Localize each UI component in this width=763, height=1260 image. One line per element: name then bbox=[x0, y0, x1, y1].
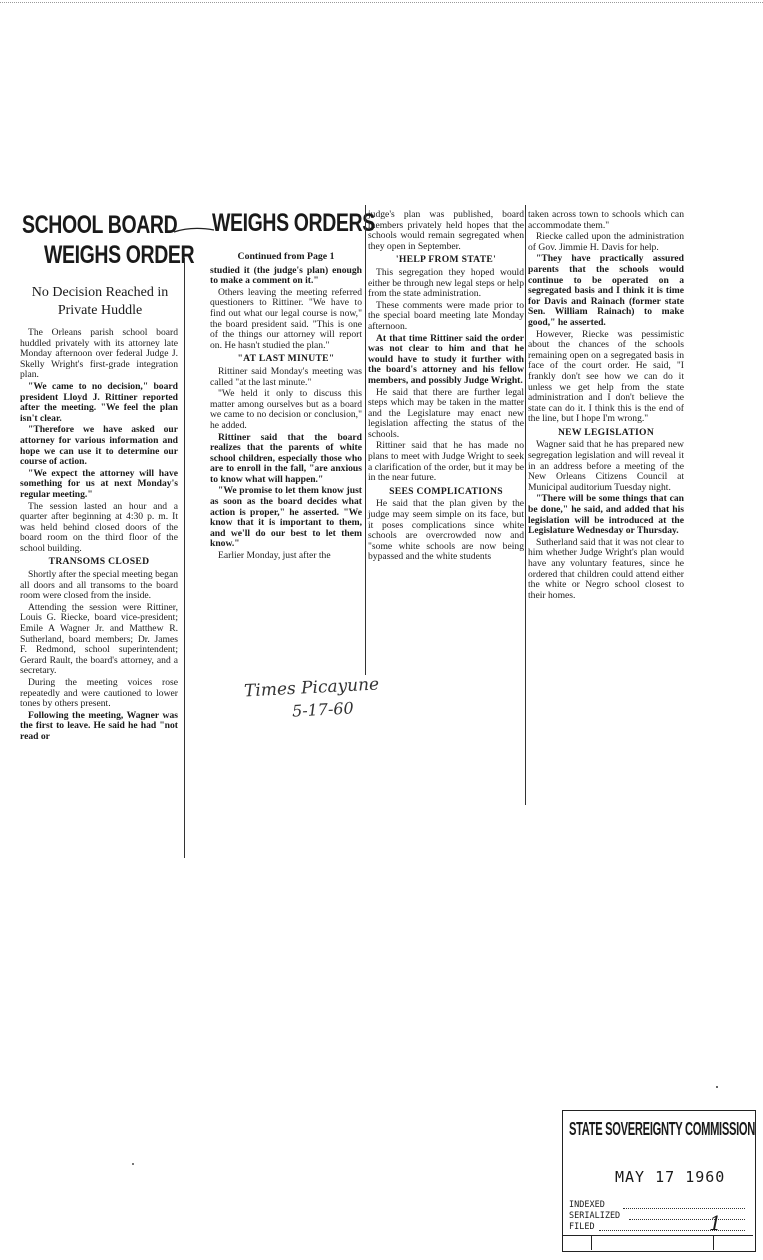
commission-stamp bbox=[562, 1110, 756, 1252]
paragraph: judge's plan was published, board members privately held hopes that the schools would remain segregated when they open in September. bbox=[368, 209, 524, 252]
paragraph: He said that there are further legal steps which may be taken in the matter and the Legislature may enact new legislation affecting the status of the schools. bbox=[368, 386, 524, 440]
stamp-field-filed: FILED bbox=[569, 1222, 595, 1232]
paragraph: "There will be some things that can be done," he said, and added that his legislation will be introduced at the Legislature Wednesday or Thursday. bbox=[528, 493, 684, 537]
column-3-body bbox=[368, 210, 524, 563]
article-column-2 bbox=[210, 250, 362, 563]
stamp-field-indexed: INDEXED bbox=[569, 1200, 605, 1210]
section-heading: SEES COMPLICATIONS bbox=[389, 485, 503, 497]
top-dotted-edge bbox=[0, 2, 763, 3]
column-rule-2 bbox=[365, 205, 366, 675]
stamp-title: STATE SOVEREIGNTY COMMISSION bbox=[569, 1119, 756, 1139]
stamp-box-right bbox=[713, 1235, 714, 1250]
paragraph: Rittiner said that the board realizes that the parents of white school children, especially those who are to enroll in the fall, "are anxious to know what will happen." bbox=[210, 431, 362, 485]
speck bbox=[132, 1163, 134, 1165]
paragraph: "They have practically assured parents that the schools would continue to be operated on a segregated basis and I think it is time for Davis and Rainach (former state Sen. William Rainach) to make good," he asserted. bbox=[528, 253, 684, 328]
paragraph: The session lasted an hour and a quarter after beginning at 4:30 p. m. It was held behind closed doors of the board room on the third floor of the school building. bbox=[20, 500, 178, 554]
paragraph: However, Riecke was pessimistic about the chances of the schools remaining open on a segregated basis in face of the court order. He said, "I frankly don't see how we can do it unless we get help from the state administration and I don't believe the state can do it. I think this is the end of the line, but I hope I'm wrong." bbox=[528, 328, 684, 425]
paragraph: He said that the plan given by the judge may seem simple on its face, but it poses complications since white schools are overcrowded now and "some white schools are now being bypassed and the white students bbox=[368, 498, 524, 563]
column-1-body bbox=[20, 328, 178, 743]
jump-headline: WEIGHS ORDERS bbox=[212, 209, 375, 237]
paragraph: Following the meeting, Wagner was the first to leave. He said he had "not read or bbox=[20, 709, 178, 742]
paragraph: Earlier Monday, just after the bbox=[218, 550, 331, 562]
paragraph: Sutherland said that it was not clear to him whether Judge Wright's plan would have any voluntary features, since he ordered that children could attend either the white or Negro school closest to their homes. bbox=[528, 536, 684, 601]
paragraph: "We expect the attorney will have something for us at next Monday's regular meeting." bbox=[20, 467, 178, 500]
article-column-3 bbox=[368, 210, 524, 564]
stamp-line-indexed bbox=[623, 1208, 745, 1209]
paragraph: Wagner said that he has prepared new segregation legislation and will reveal it in an address before a meeting of the New Orleans Citizens Council at Municipal auditorium Tuesday night. bbox=[528, 439, 684, 493]
stamp-box-left bbox=[591, 1235, 592, 1250]
section-heading: 'HELP FROM STATE' bbox=[395, 254, 497, 266]
column-rule-1 bbox=[184, 258, 185, 858]
paragraph: "We promise to let them know just as soon as the board decides what action is proper," he asserted. "We know that it is important to them, and we'll do our best to let them know." bbox=[210, 485, 362, 550]
paragraph: The Orleans parish school board huddled privately with its attorney late Monday afternoon over federal Judge J. Skelly Wright's first-grade integration plan. bbox=[20, 327, 178, 381]
paragraph: At that time Rittiner said the order was not clear to him and that he would have to study it further with the board's attorney and his fellow members, and possibly Judge Wright. bbox=[368, 332, 524, 386]
paragraph: "Therefore we have asked our attorney for various information and hope we can use it to determine our course of action. bbox=[20, 424, 178, 468]
paragraph: Shortly after the special meeting began all doors and all transoms to the board room were closed from the inside. bbox=[20, 569, 178, 602]
paragraph: This segregation they hoped would either be through new legal steps or help from the state administration. bbox=[368, 266, 524, 300]
column-rule-3 bbox=[525, 205, 526, 805]
stamp-date: MAY 17 1960 bbox=[615, 1168, 726, 1186]
paragraph: Attending the session were Rittiner, Louis G. Riecke, board vice-president; Emile A Wagner Jr. and Matthew R. Sutherland, board members; Dr. James F. Redmond, school superintendent; Gerard Rault, the board's attorney, and a secretary. bbox=[20, 601, 178, 677]
speck bbox=[716, 1086, 718, 1088]
section-heading: NEW LEGISLATION bbox=[557, 426, 655, 438]
paragraph: During the meeting voices rose repeatedly and were cautioned to lower tones by others present. bbox=[20, 677, 178, 710]
column-2-body bbox=[210, 266, 362, 562]
column-4-body bbox=[528, 210, 684, 601]
stamp-field-serialized: SERIALIZED bbox=[569, 1211, 621, 1221]
section-heading: TRANSOMS CLOSED bbox=[48, 556, 150, 568]
handwritten-date: 5-17-60 bbox=[291, 698, 355, 721]
subheadline: No Decision Reached in Private Huddle bbox=[31, 285, 169, 318]
paragraph: "We held it only to discuss this matter among ourselves but as a board we came to no decision or conclusion," he added. bbox=[210, 388, 362, 431]
paragraph: "We came to no decision," board president Lloyd J. Rittiner reported after the meeting. "We feel the plan isn't clear. bbox=[20, 380, 178, 424]
stamp-line-filed bbox=[599, 1230, 745, 1231]
article-column-4 bbox=[528, 210, 684, 602]
stamp-handwritten-mark: 1 bbox=[709, 1211, 722, 1235]
paragraph: Rittiner said that he has made no plans to meet with Judge Wright to seek a clarification of the order, but it may be in the near future. bbox=[368, 440, 524, 484]
headline-arrow-mark bbox=[172, 222, 216, 236]
section-heading: "AT LAST MINUTE" bbox=[237, 353, 335, 365]
paragraph: These comments were made prior to the special board meeting late Monday afternoon. bbox=[368, 299, 524, 332]
paragraph: studied it (the judge's plan) enough to make a comment on it." bbox=[210, 264, 362, 287]
article-column-1 bbox=[20, 328, 178, 744]
stamp-line-serialized bbox=[629, 1219, 745, 1220]
headline-line-2: WEIGHS ORDER bbox=[44, 241, 195, 269]
paragraph: Riecke called upon the administration of Gov. Jimmie H. Davis for help. bbox=[528, 231, 684, 253]
continued-line: Continued from Page 1 bbox=[237, 251, 335, 262]
headline-line-1: SCHOOL BOARD bbox=[22, 211, 178, 239]
handwritten-source: Times Picayune bbox=[243, 674, 380, 702]
paragraph: Others leaving the meeting referred questioners to Rittiner. "We have to find out what our legal course is now," the board president said. "This is one of the things our attorney will report on. He hasn't studied the plan." bbox=[210, 286, 362, 351]
paragraph: Rittiner said Monday's meeting was called "at the last minute." bbox=[210, 365, 362, 388]
paragraph: taken across town to schools which can accommodate them." bbox=[528, 209, 684, 231]
